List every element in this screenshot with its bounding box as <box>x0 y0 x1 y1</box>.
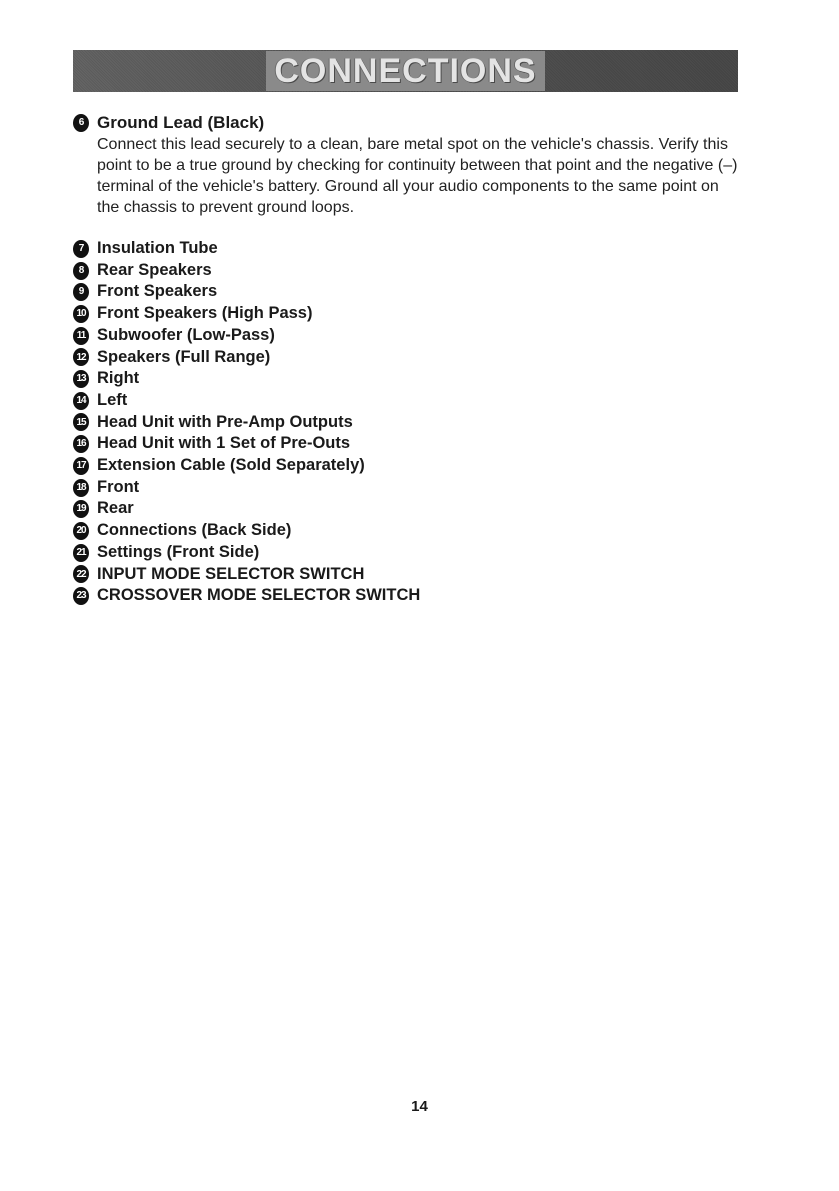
legend-item-label: Front <box>97 477 140 496</box>
callout-number-badge: 6 <box>73 114 89 132</box>
callout-number-badge: 9 <box>73 283 89 301</box>
callout-number-badge: 14 <box>73 392 89 410</box>
legend-item <box>73 433 673 455</box>
legend-item-label: Left <box>97 390 128 409</box>
callout-number-badge: 10 <box>73 305 89 323</box>
legend-item-label: Front Speakers (High Pass) <box>97 304 313 323</box>
callout-number-badge: 16 <box>73 435 89 453</box>
legend-item-label: Speakers (Full Range) <box>97 347 271 366</box>
legend-item <box>73 238 673 260</box>
legend-item <box>73 498 673 520</box>
legend-item-label: Settings (Front Side) <box>97 542 260 561</box>
page-title: CONNECTIONS <box>266 51 544 91</box>
callout-number-badge: 18 <box>73 479 89 497</box>
callout-number-badge: 23 <box>73 587 89 605</box>
callout-number-badge: 8 <box>73 262 89 280</box>
callout-number-badge: 21 <box>73 544 89 562</box>
callout-legend-list <box>73 238 673 607</box>
callout-number-badge: 22 <box>73 565 89 583</box>
legend-item-label: Connections (Back Side) <box>97 521 292 540</box>
legend-item-label: Rear Speakers <box>97 260 212 279</box>
legend-item <box>73 325 673 347</box>
legend-item <box>73 542 673 564</box>
callout-number-badge: 15 <box>73 413 89 431</box>
legend-item-label: Front Speakers <box>97 282 218 301</box>
callout-number-badge: 12 <box>73 348 89 366</box>
legend-item-label: Head Unit with 1 Set of Pre-Outs <box>97 434 351 453</box>
ground-lead-entry <box>73 112 743 218</box>
legend-item <box>73 455 673 477</box>
callout-number-badge: 13 <box>73 370 89 388</box>
legend-item-label: Right <box>97 369 140 388</box>
ground-lead-title: Ground Lead (Black) <box>97 113 265 132</box>
legend-item <box>73 585 673 607</box>
page-number: 14 <box>411 1098 428 1115</box>
legend-item-label: Insulation Tube <box>97 239 218 257</box>
legend-item <box>73 260 673 282</box>
callout-number-badge: 17 <box>73 457 89 475</box>
legend-item-label: Rear <box>97 499 134 518</box>
callout-number-badge: 20 <box>73 522 89 540</box>
legend-item <box>73 520 673 542</box>
legend-item <box>73 564 673 586</box>
callout-number-badge: 19 <box>73 500 89 518</box>
legend-item <box>73 347 673 369</box>
legend-item <box>73 412 673 434</box>
callout-number-badge: 11 <box>73 327 89 345</box>
callout-number-badge: 7 <box>73 240 89 258</box>
legend-item-label: Extension Cable (Sold Separately) <box>97 456 365 475</box>
legend-item <box>73 390 673 412</box>
ground-lead-heading <box>73 112 743 133</box>
section-banner <box>73 50 738 92</box>
legend-item-label: CROSSOVER MODE SELECTOR SWITCH <box>97 586 421 605</box>
legend-item <box>73 477 673 499</box>
banner-title-wrap <box>73 50 738 92</box>
ground-lead-description: Connect this lead securely to a clean, bare metal spot on the vehicle's chassis. Verify this point to be a true ground by checking for continuity between that point and the negative (–) terminal of the vehicle's battery. Ground all your audio components to the same point on the chassis to prevent ground loops. <box>97 136 738 216</box>
legend-item-label: Head Unit with Pre-Amp Outputs <box>97 412 353 431</box>
legend-item-label: INPUT MODE SELECTOR SWITCH <box>97 564 365 583</box>
legend-item-label: Subwoofer (Low-Pass) <box>97 325 275 344</box>
legend-item <box>73 368 673 390</box>
legend-item <box>73 281 673 303</box>
legend-item <box>73 303 673 325</box>
